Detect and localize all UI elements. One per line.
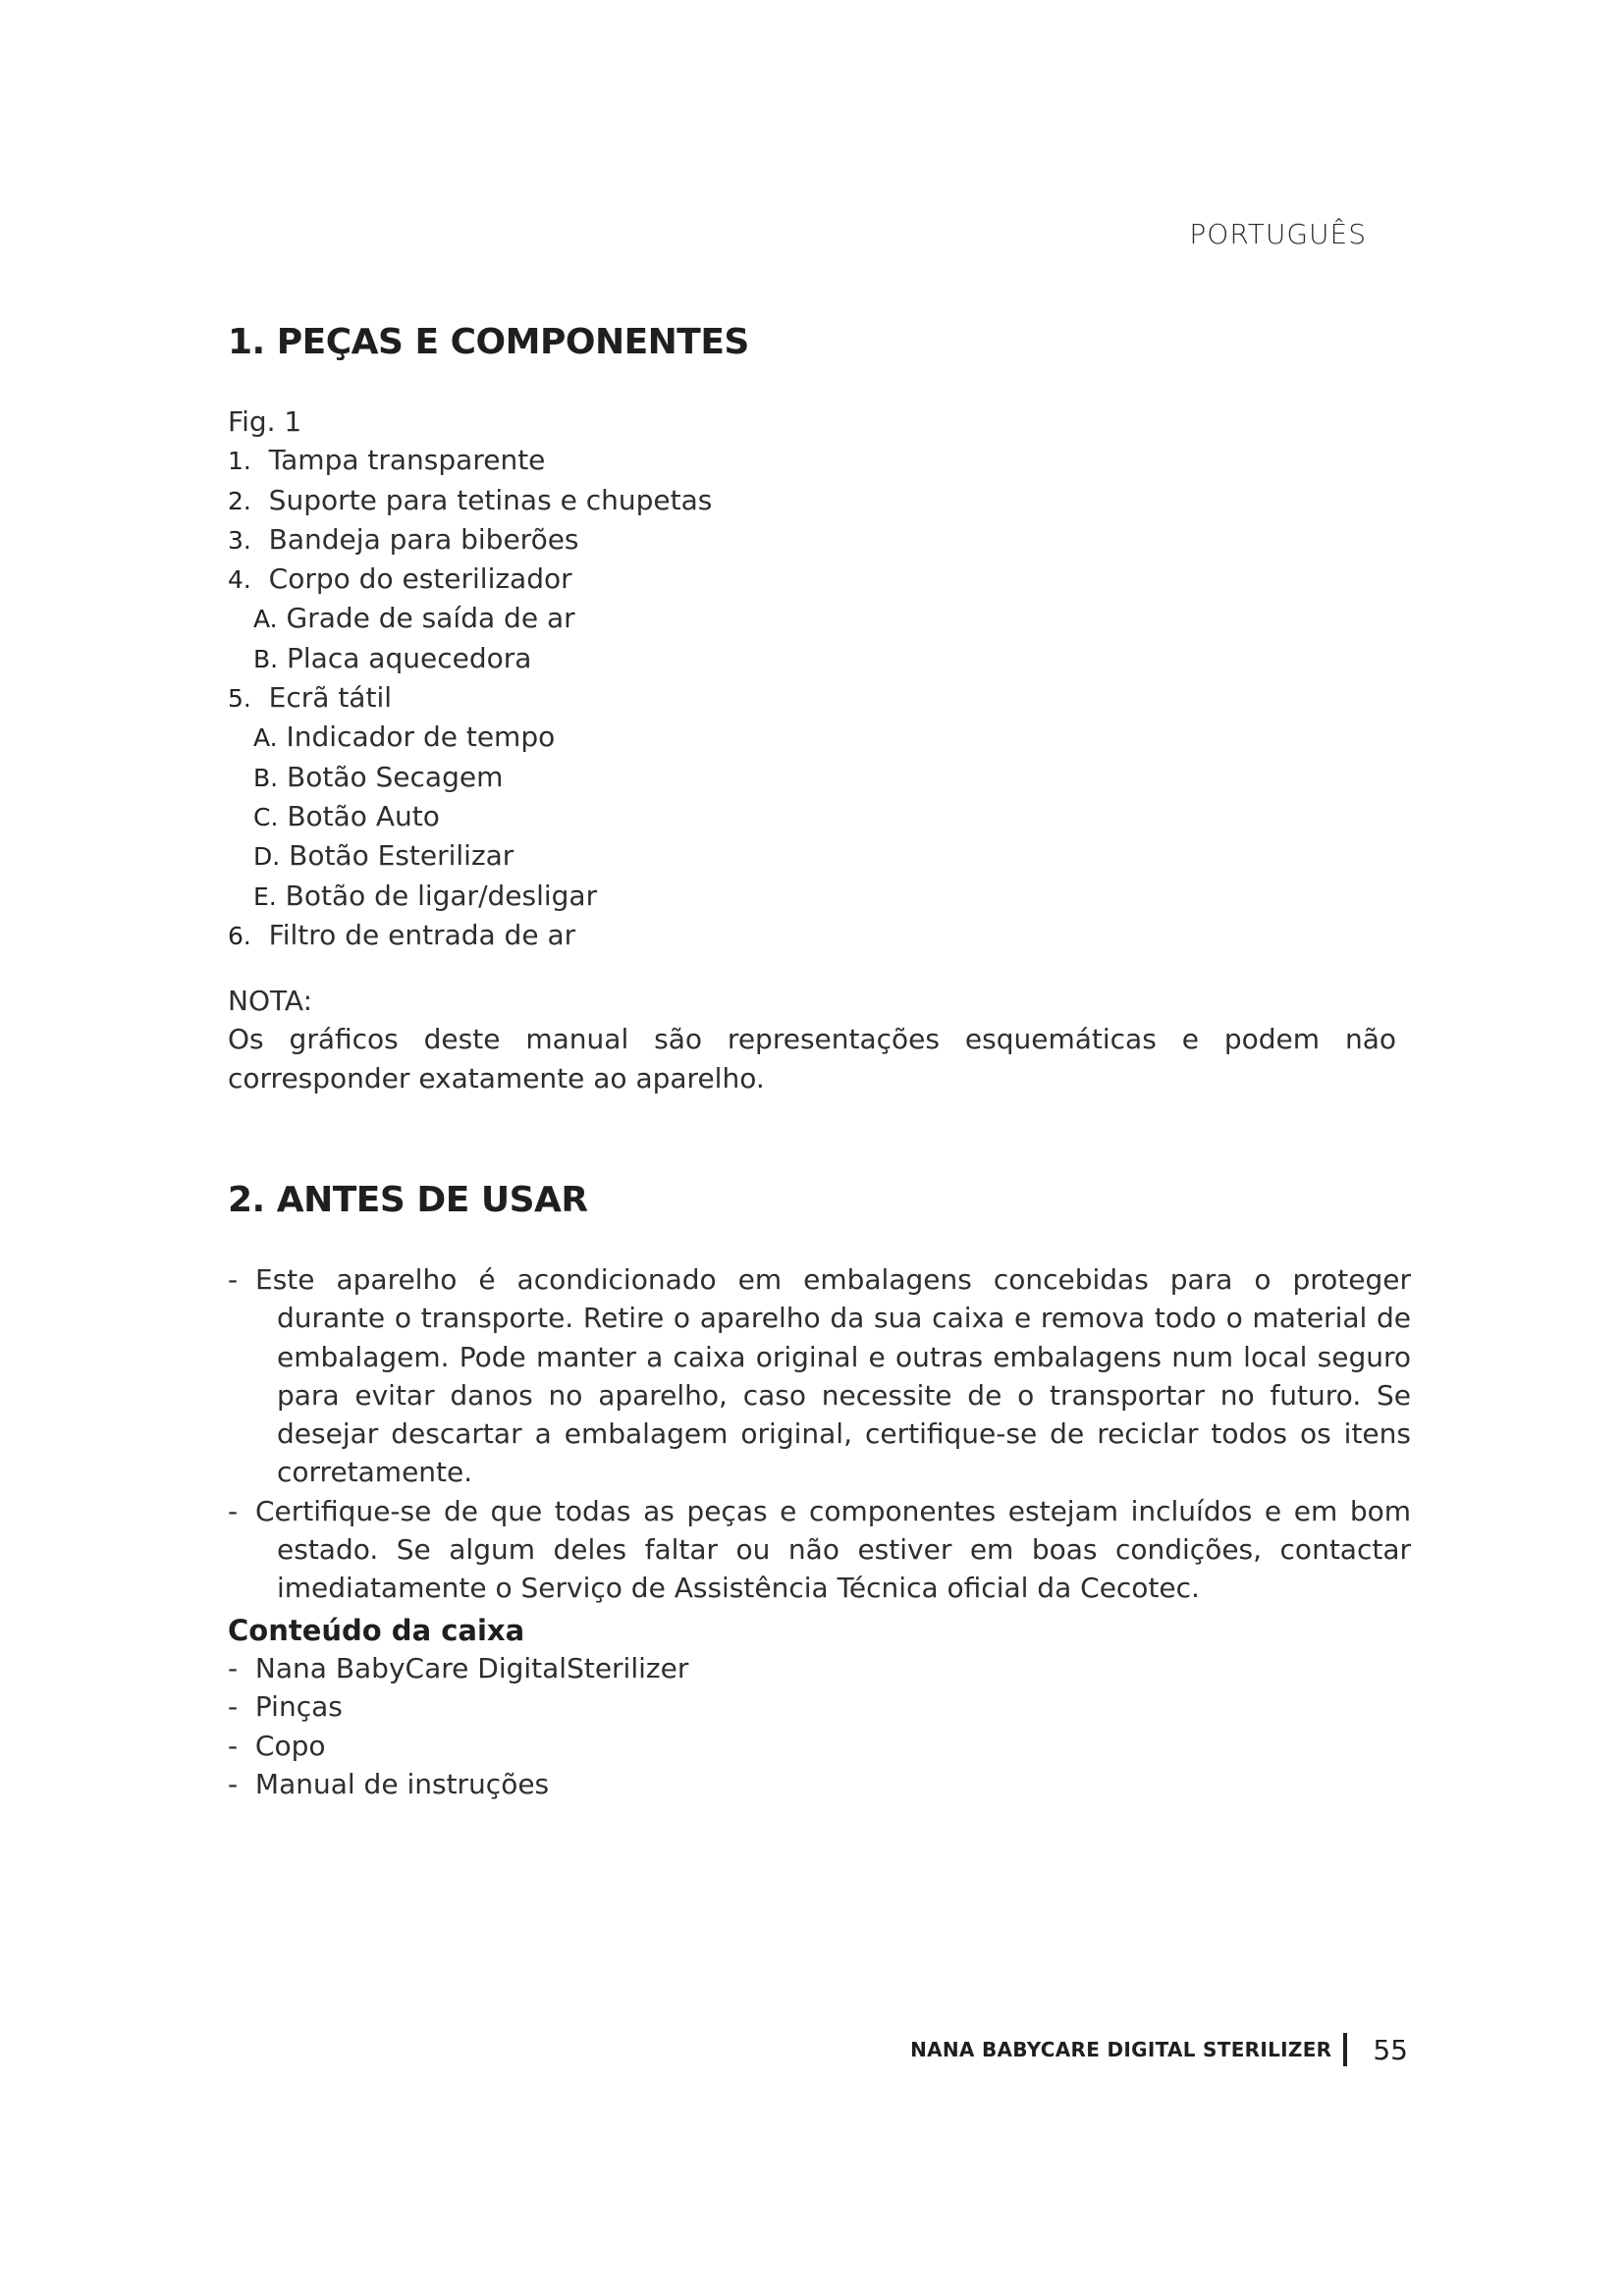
list-subitem: B. Botão Secagem xyxy=(253,760,504,793)
section-title-before-use: 2. ANTES DE USAR xyxy=(228,1180,588,1220)
note-text: Os gráficos deste manual são representações esquemáticas e podem não corresponder exatamente ao aparelho. xyxy=(228,1023,1396,1095)
list-item: - Copo xyxy=(228,1729,326,1762)
list-item: 3. Bandeja para biberões xyxy=(228,522,579,556)
list-subitem: E. Botão de ligar/desligar xyxy=(253,879,598,912)
list-item: - Nana BabyCare DigitalSterilizer xyxy=(228,1652,689,1684)
list-item: - Manual de instruções xyxy=(228,1767,550,1800)
list-item: 5. Ecrã tátil xyxy=(228,681,393,715)
list-item: - Certifique-se de que todas as peças e componentes estejam incluídos e em bom estado. Se algum deles faltar ou não estiver em boas condições, contactar imediatamente o Serviço de Assistência Técnica oficial da Cecotec. xyxy=(228,1494,1411,1605)
list-subitem: B. Placa aquecedora xyxy=(253,641,532,674)
footer-product-name: NANA BABYCARE DIGITAL STERILIZER xyxy=(910,2038,1332,2061)
before-use-list xyxy=(228,1260,1411,1608)
page-footer xyxy=(910,2030,1408,2069)
footer-divider xyxy=(1343,2033,1347,2066)
figure-label: Fig. 1 xyxy=(228,405,302,438)
box-contents-list xyxy=(228,1649,688,1803)
list-item: 4. Corpo do esterilizador xyxy=(228,562,572,596)
list-item: 6. Filtro de entrada de ar xyxy=(228,918,576,951)
list-item: - Este aparelho é acondicionado em embalagens concebidas para o proteger durante o transporte. Retire o aparelho da sua caixa e remova todo o material de embalagem. Pode manter a caixa original e outras embalagens num local seguro para evitar danos no aparelho, caso necessite de o transportar no futuro. Se desejar descartar a embalagem original, certifique-se de reciclar todos os itens corretamente. xyxy=(228,1263,1411,1489)
list-subitem: D. Botão Esterilizar xyxy=(253,839,514,873)
page-number: 55 xyxy=(1373,2033,1408,2066)
list-subitem: C. Botão Auto xyxy=(253,799,440,832)
list-item: - Pinças xyxy=(228,1690,343,1724)
box-contents-title: Conteúdo da caixa xyxy=(228,1614,525,1647)
note-label: NOTA: xyxy=(228,985,313,1017)
parts-list xyxy=(228,402,712,955)
note xyxy=(228,982,1396,1097)
list-subitem: A. Indicador de tempo xyxy=(253,721,556,754)
section-title-parts: 1. PEÇAS E COMPONENTES xyxy=(228,322,749,362)
list-item: 2. Suporte para tetinas e chupetas xyxy=(228,483,713,516)
list-subitem: A. Grade de saída de ar xyxy=(253,602,575,635)
language-label: PORTUGUÊS xyxy=(1189,218,1367,250)
list-item: 1. Tampa transparente xyxy=(228,444,546,477)
